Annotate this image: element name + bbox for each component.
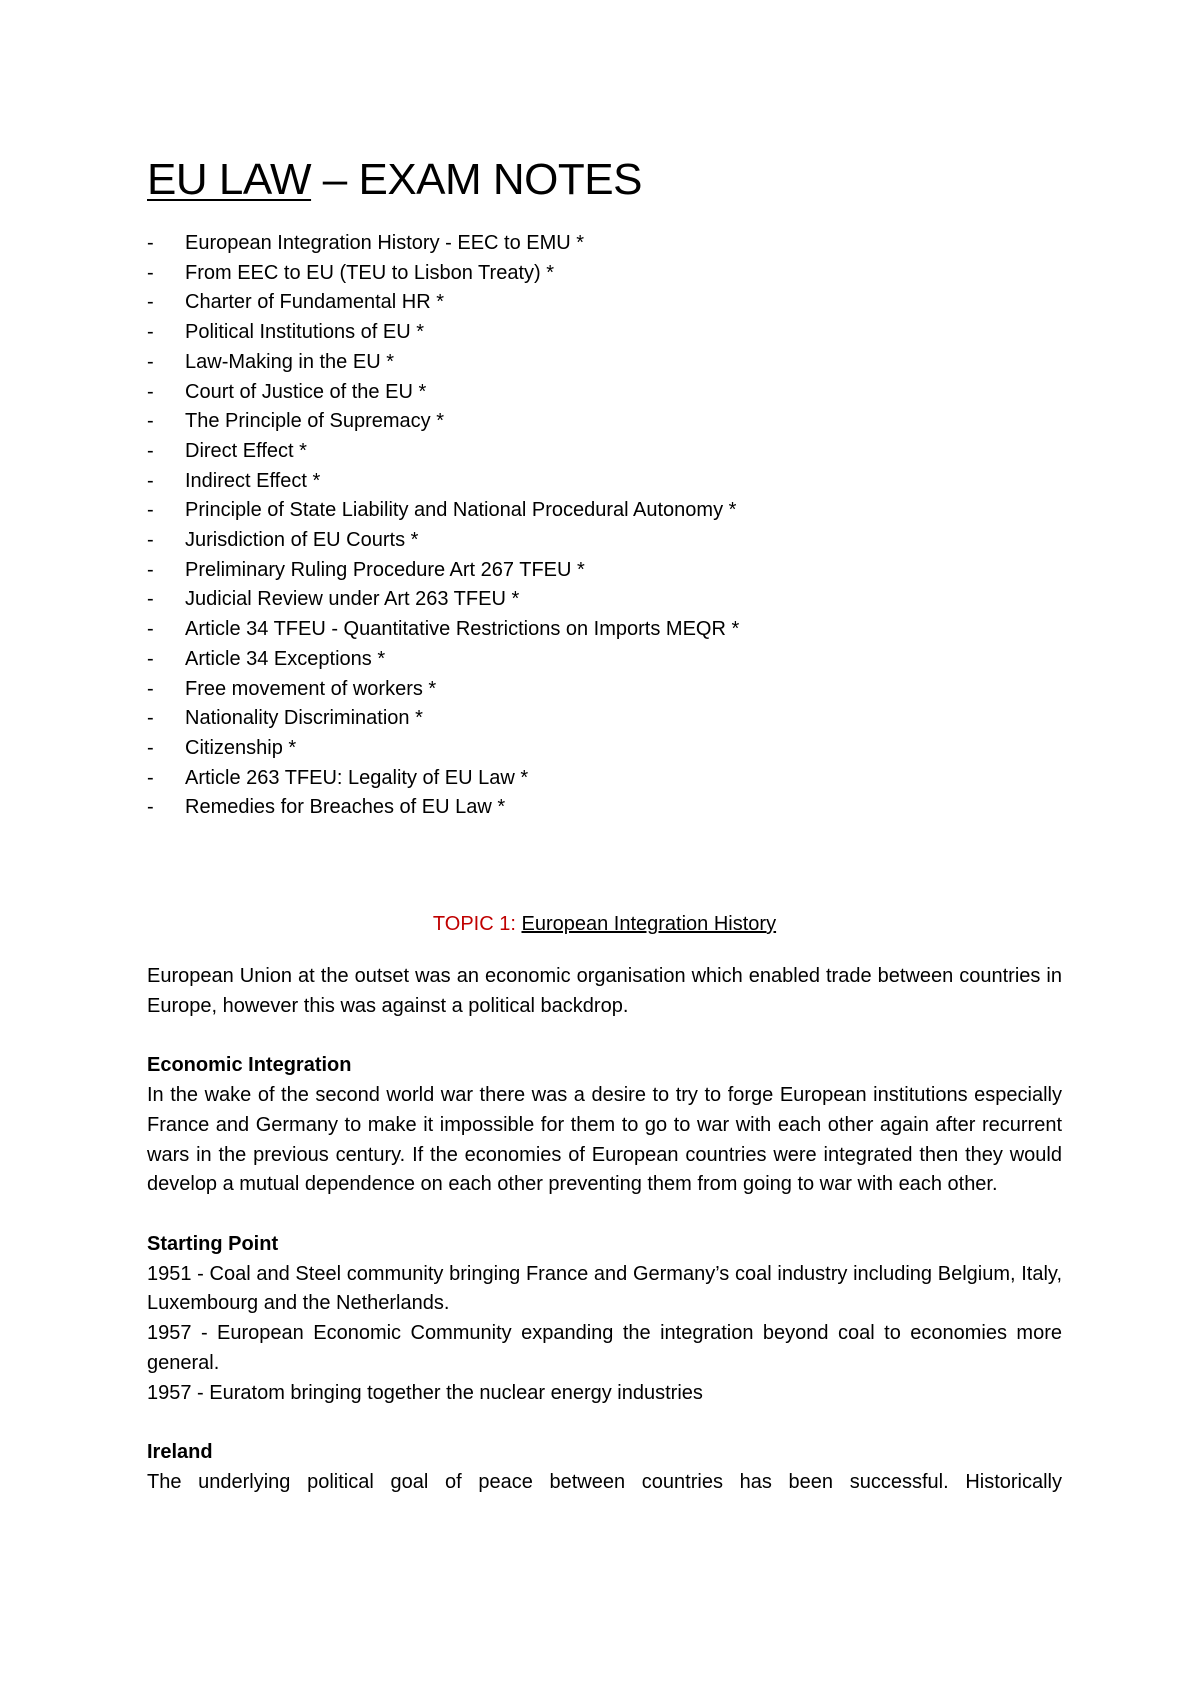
- list-bullet-dash: -: [147, 677, 154, 700]
- ireland-paragraph: The underlying political goal of peace between countries has been successful. Historically: [147, 1470, 1062, 1493]
- topic-list-item: [147, 259, 1062, 289]
- list-bullet-dash: -: [147, 439, 154, 462]
- topic-list-item-label: Principle of State Liability and National Procedural Autonomy *: [185, 499, 737, 522]
- topic-list-item: [147, 378, 1062, 408]
- ireland-heading: Ireland: [147, 1441, 213, 1464]
- topic-list-item-label: The Principle of Supremacy *: [185, 410, 445, 433]
- list-bullet-dash: -: [147, 232, 154, 254]
- list-bullet-dash: -: [147, 261, 154, 284]
- title-exam-notes: – EXAM NOTES: [311, 155, 642, 204]
- topic-list-item-label: Article 34 Exceptions *: [185, 647, 386, 670]
- list-bullet-dash: -: [147, 766, 154, 789]
- topic-list-item-label: European Integration History - EEC to EMU *: [185, 232, 585, 254]
- document-title: [147, 150, 1062, 210]
- list-bullet-dash: -: [147, 588, 154, 611]
- starting-point-heading: Starting Point: [147, 1232, 279, 1255]
- list-bullet-dash: -: [147, 499, 154, 522]
- starting-point-1957-euratom: 1957 - Euratom bringing together the nuclear energy industries: [147, 1381, 703, 1404]
- topic-list-item: [147, 467, 1062, 497]
- economic-integration-heading: Economic Integration: [147, 1054, 352, 1077]
- topic-list-item: [147, 675, 1062, 705]
- topic-list-item: [147, 318, 1062, 348]
- topic-list-item: [147, 229, 1062, 259]
- topic-list-item-label: Indirect Effect *: [185, 469, 321, 492]
- topic-list-item: [147, 585, 1062, 615]
- topics-list: [147, 229, 1062, 823]
- topic-list-item: [147, 288, 1062, 318]
- topic-list-item-label: Remedies for Breaches of EU Law *: [185, 796, 506, 819]
- title-eu-law: EU LAW: [147, 155, 312, 204]
- topic-list-item-label: Law-Making in the EU *: [185, 350, 394, 373]
- list-bullet-dash: -: [147, 618, 154, 641]
- topic-list-item-label: From EEC to EU (TEU to Lisbon Treaty) *: [185, 261, 554, 284]
- topic-list-item-label: Judicial Review under Art 263 TFEU *: [185, 588, 520, 611]
- topic-list-item: [147, 793, 1062, 823]
- list-bullet-dash: -: [147, 380, 154, 403]
- list-bullet-dash: -: [147, 350, 154, 373]
- topic-list-item-label: Citizenship *: [185, 736, 297, 759]
- economic-integration-paragraph: In the wake of the second world war there was a desire to try to forge European institutions especially France and Germany to make it impossible for them to go to war with each other again after recurrent wars in the previous century. If the economies of European countries were integrated then they would develop a mutual dependence on each other preventing them from going to war with each other.: [147, 1084, 1062, 1196]
- list-bullet-dash: -: [147, 291, 154, 314]
- topic-list-item-label: Jurisdiction of EU Courts *: [185, 529, 419, 552]
- topic-list-item: [147, 496, 1062, 526]
- list-bullet-dash: -: [147, 707, 154, 730]
- topic-list-item: [147, 704, 1062, 734]
- list-bullet-dash: -: [147, 469, 154, 492]
- topic-list-item-label: Preliminary Ruling Procedure Art 267 TFEU *: [185, 558, 585, 581]
- topic-list-item-label: Direct Effect *: [185, 439, 307, 462]
- document-content: [147, 150, 1062, 1498]
- list-bullet-dash: -: [147, 321, 154, 344]
- topic-list-item: [147, 645, 1062, 675]
- topic-list-item-label: Article 263 TFEU: Legality of EU Law *: [185, 766, 529, 789]
- list-bullet-dash: -: [147, 410, 154, 433]
- topic-list-item-label: Charter of Fundamental HR *: [185, 291, 445, 314]
- topic-title: European Integration History: [521, 913, 777, 936]
- topic-1-heading: [147, 909, 1062, 939]
- starting-point-1951: 1951 - Coal and Steel community bringing France and Germany’s coal industry including Belgium, Italy, Luxembourg and the Netherlands.: [147, 1262, 1062, 1315]
- list-bullet-dash: -: [147, 558, 154, 581]
- topic-list-item-label: Court of Justice of the EU *: [185, 380, 427, 403]
- topic-list-item: [147, 437, 1062, 467]
- topic-list-item: [147, 615, 1062, 645]
- topic-list-item-label: Political Institutions of EU *: [185, 321, 424, 344]
- list-bullet-dash: -: [147, 736, 154, 759]
- topic-number: TOPIC 1:: [432, 913, 516, 936]
- list-bullet-dash: -: [147, 529, 154, 552]
- topic-list-item: [147, 526, 1062, 556]
- list-bullet-dash: -: [147, 647, 154, 670]
- intro-paragraph: European Union at the outset was an economic organisation which enabled trade between countries in Europe, however this was against a political backdrop.: [147, 965, 1062, 1017]
- topic-list-item-label: Free movement of workers *: [185, 677, 437, 700]
- starting-point-1957-eec: 1957 - European Economic Community expanding the integration beyond coal to economies more general.: [147, 1322, 1062, 1374]
- topic-list-item: [147, 734, 1062, 764]
- topic-list-item: [147, 407, 1062, 437]
- topic-list-item-label: Article 34 TFEU - Quantitative Restrictions on Imports MEQR *: [185, 618, 740, 641]
- list-bullet-dash: -: [147, 796, 154, 819]
- topic-list-item-label: Nationality Discrimination *: [185, 707, 423, 730]
- topic-list-item: [147, 764, 1062, 794]
- starting-point-entries: [147, 1260, 1062, 1409]
- topic-list-item: [147, 556, 1062, 586]
- topic-list-item: [147, 348, 1062, 378]
